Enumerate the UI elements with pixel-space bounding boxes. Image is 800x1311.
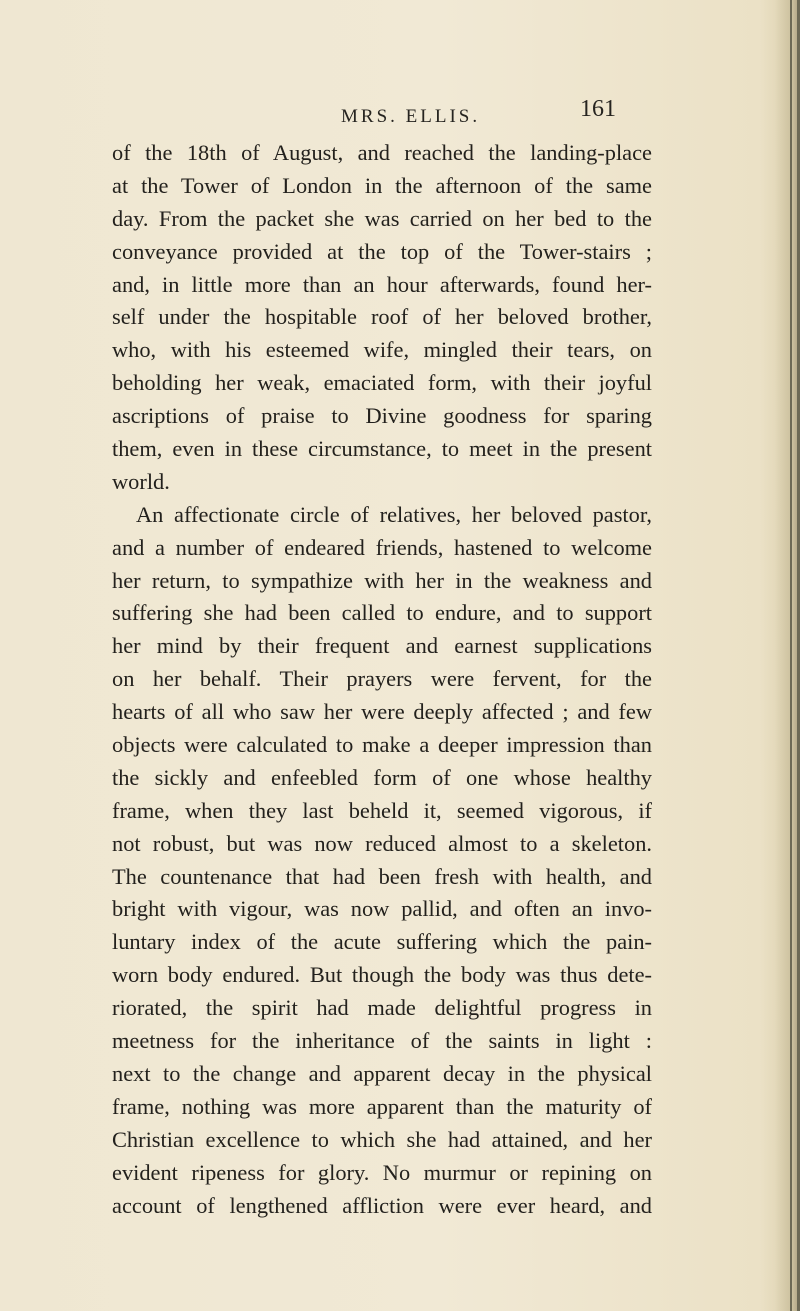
- body-text: [112, 137, 652, 1222]
- text-line: of the 18th of August, and reached the landing-place: [112, 140, 652, 165]
- text-line: her return, to sympathize with her in the weakness and: [112, 567, 652, 593]
- text-line: suffering she had been called to endure, and to support: [112, 600, 652, 626]
- page-edge-line: [790, 0, 792, 1311]
- text-line: hearts of all who saw her were deeply affected ; and few: [112, 699, 652, 725]
- text-line: the sickly and enfeebled form of one whose healthy: [112, 764, 652, 790]
- text-line: and, in little more than an hour afterwards, found her-: [112, 271, 652, 297]
- text-line: who, with his esteemed wife, mingled their tears, on: [112, 337, 652, 363]
- text-line: ascriptions of praise to Divine goodness for sparing: [112, 403, 652, 429]
- text-line: her mind by their frequent and earnest supplications: [112, 633, 652, 659]
- text-line: bright with vigour, was now pallid, and often an invo-: [112, 896, 652, 922]
- text-line: and a number of endeared friends, hastened to welcome: [112, 534, 652, 560]
- paragraph: [112, 499, 652, 1223]
- text-line: evident ripeness for glory. No murmur or repining on: [112, 1159, 652, 1185]
- text-line: world.: [112, 468, 170, 494]
- text-line: at the Tower of London in the afternoon of the same: [112, 172, 652, 198]
- text-line: objects were calculated to make a deeper impression than: [112, 732, 652, 758]
- page-number: 161: [580, 96, 616, 122]
- text-line: on her behalf. Their prayers were fervent, for the: [112, 666, 652, 692]
- page-header: [0, 96, 800, 134]
- text-line: account of lengthened affliction were ever heard, and: [112, 1192, 652, 1218]
- text-line: conveyance provided at the top of the Tower-stairs ;: [112, 238, 652, 264]
- text-line: luntary index of the acute suffering which the pain-: [112, 929, 652, 955]
- running-head: MRS. ELLIS.: [341, 106, 481, 127]
- text-line: Christian excellence to which she had attained, and her: [112, 1126, 652, 1152]
- text-line: frame, nothing was more apparent than the maturity of: [112, 1093, 652, 1119]
- text-line: An affectionate circle of relatives, her beloved pastor,: [136, 501, 652, 527]
- text-line: next to the change and apparent decay in the physical: [112, 1060, 652, 1086]
- text-line: riorated, the spirit had made delightful progress in: [112, 995, 652, 1021]
- text-line: The countenance that had been fresh with health, and: [112, 863, 652, 889]
- text-line: meetness for the inheritance of the saints in light :: [112, 1028, 652, 1054]
- text-line: self under the hospitable roof of her beloved brother,: [112, 304, 652, 330]
- text-line: not robust, but was now reduced almost to a skeleton.: [112, 830, 652, 856]
- text-line: frame, when they last beheld it, seemed vigorous, if: [112, 797, 652, 823]
- text-line: worn body endured. But though the body was thus dete-: [112, 962, 652, 988]
- text-line: them, even in these circumstance, to meet in the present: [112, 436, 652, 462]
- paragraph: [112, 137, 652, 499]
- text-line: beholding her weak, emaciated form, with their joyful: [112, 370, 652, 396]
- text-line: day. From the packet she was carried on her bed to the: [112, 205, 652, 231]
